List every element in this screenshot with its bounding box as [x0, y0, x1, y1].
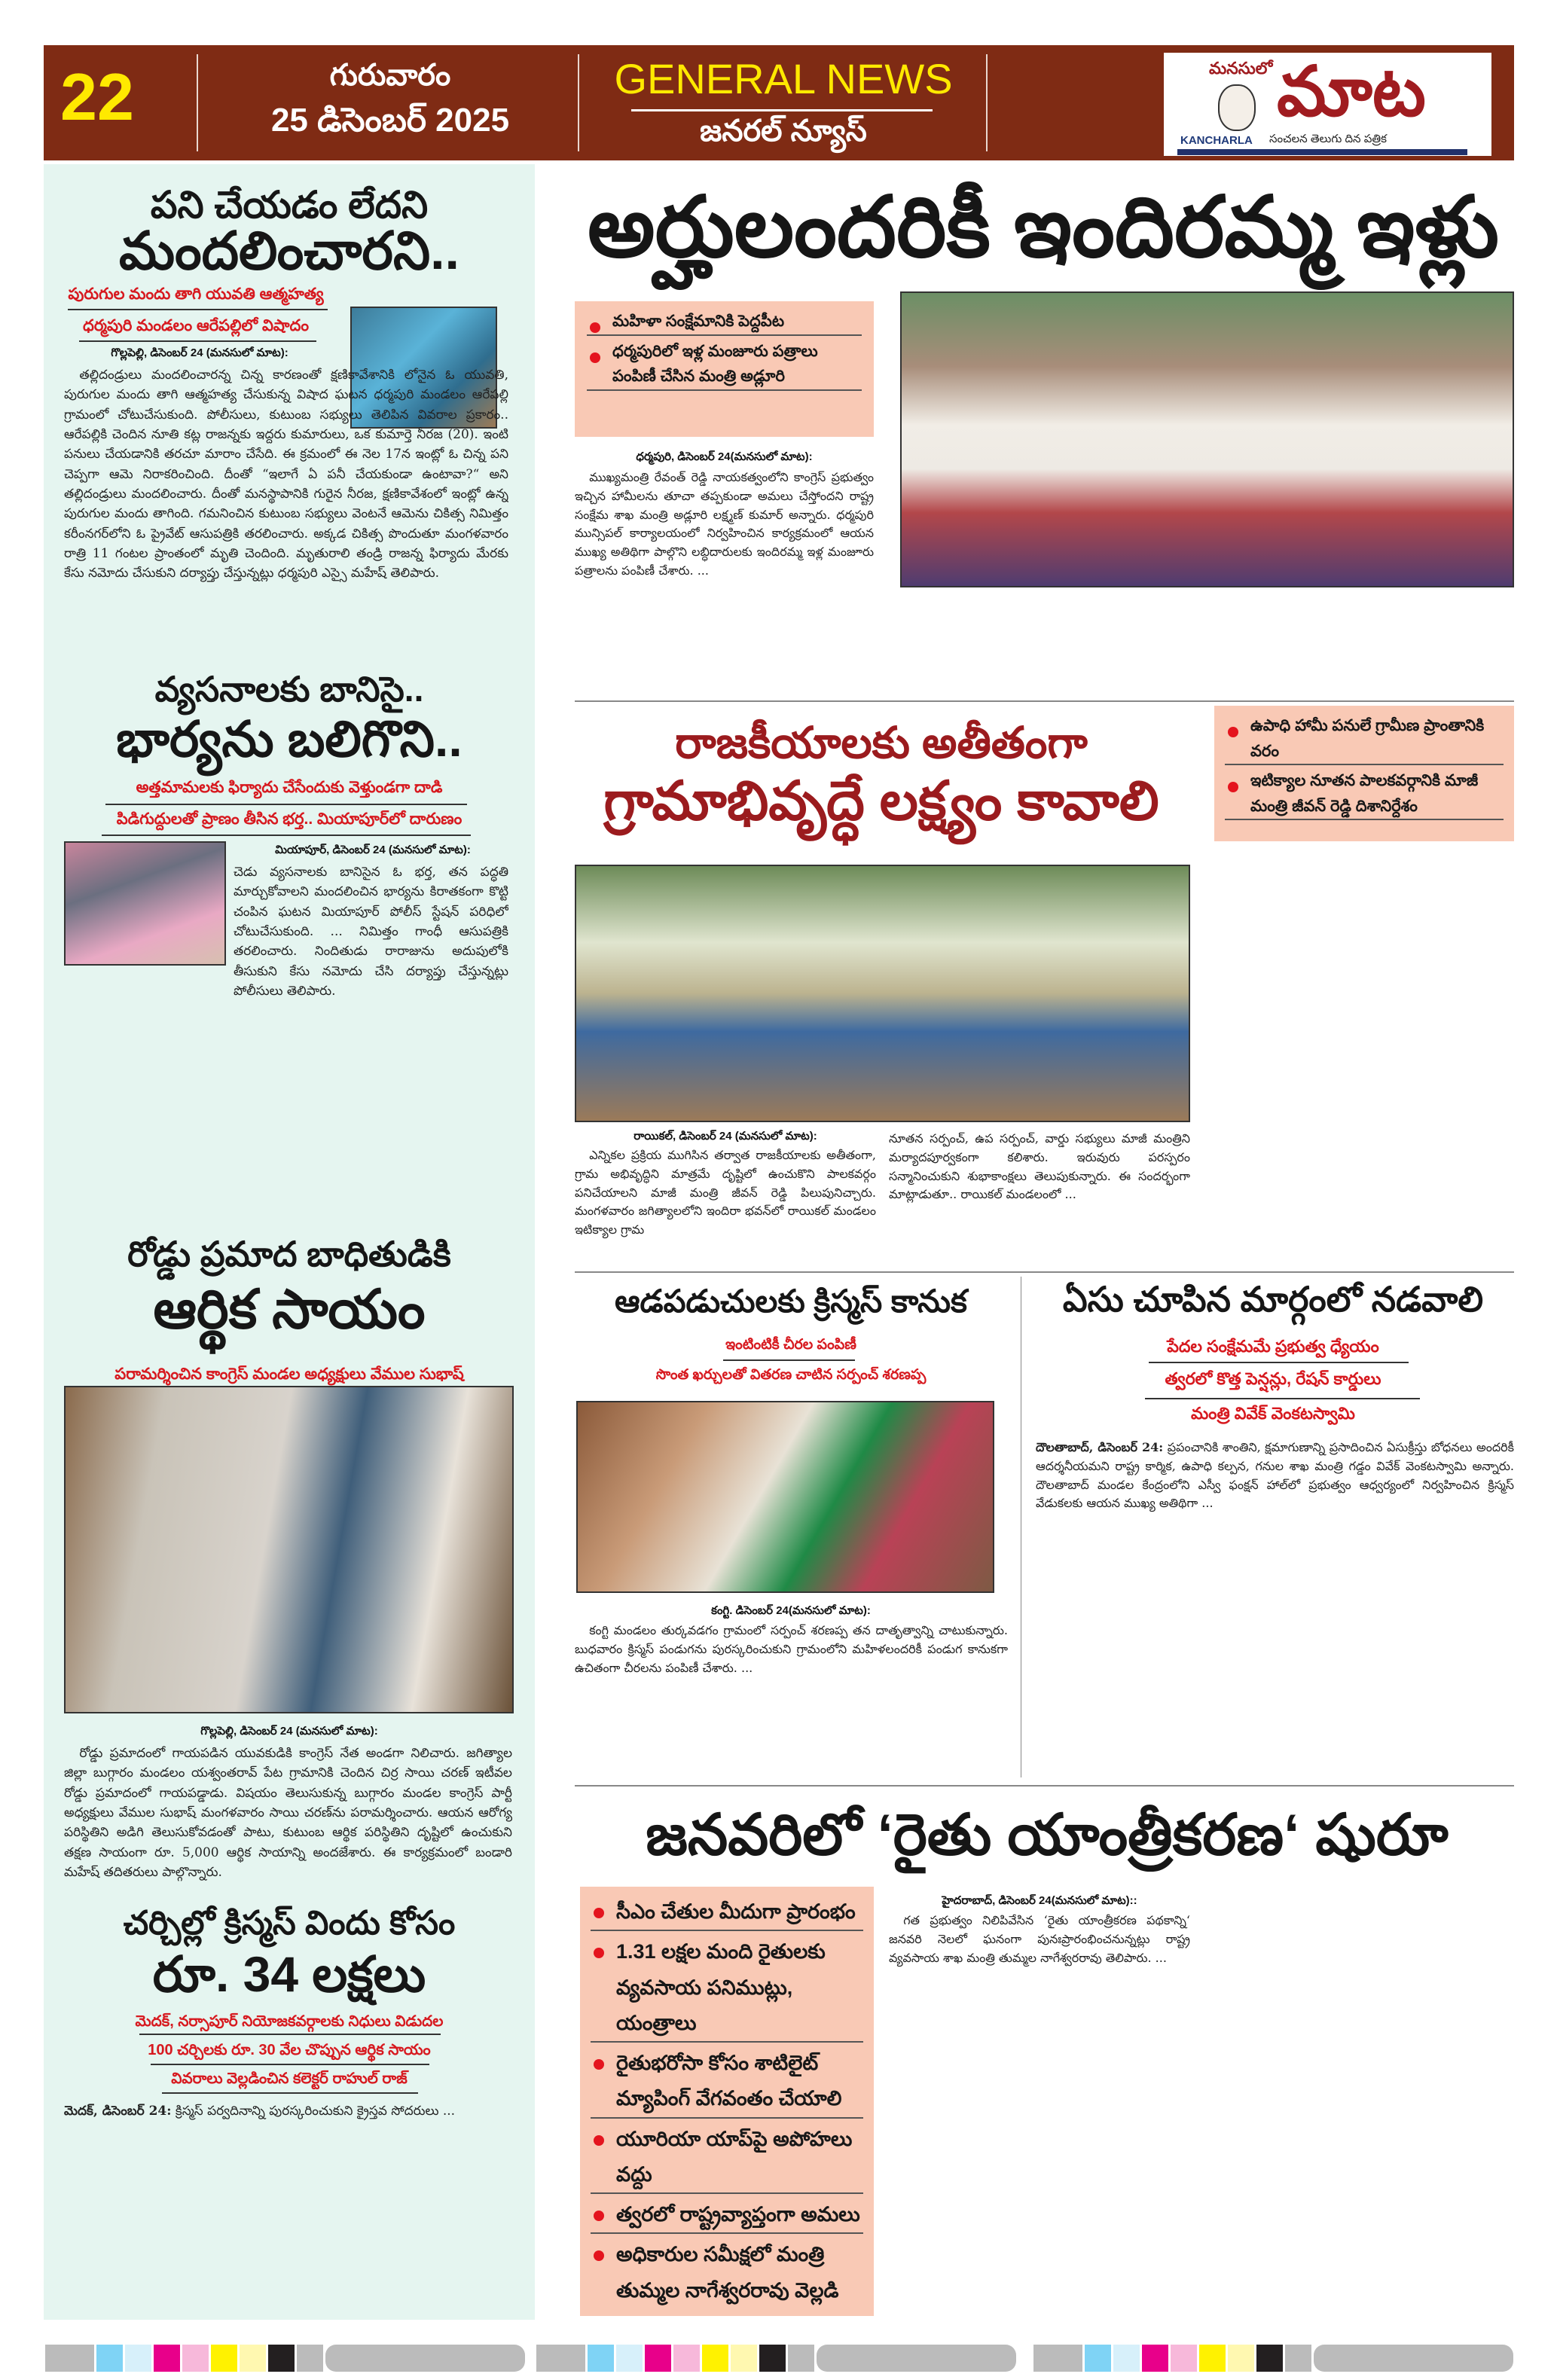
highlight-item: ధర్మపురిలో ఇళ్ల మంజూరు పత్రాలు పంపిణీ చేసిన మంత్రి అడ్లూరి	[587, 339, 862, 391]
highlight-item: రైతుభరోసా కోసం శాటిలైట్ మ్యాపింగ్ వేగవంతం చేయాలి	[591, 2046, 863, 2119]
dateline: దౌలతాబాద్, డిసెంబర్ 24:	[1036, 1440, 1164, 1454]
article-body	[64, 365, 508, 663]
dateline: గొల్లపెల్లి, డిసెంబర్ 24 (మనసులో మాట):	[111, 346, 289, 359]
story-subheadline: ధర్మపురి మండలం ఆరేపల్లిలో విషాదం	[83, 317, 309, 334]
dateline: హైదరాబాద్, డిసెంబర్ 24(మనసులో మాట)::	[942, 1894, 1137, 1907]
newspaper-logo	[1164, 53, 1491, 156]
paragraph: కంగ్టి మండలం తుర్కవడగం గ్రామంలో సర్పంచ్ శరణప్ప తన దాతృత్వాన్ని చాటుకున్నారు. బుధవారం క్రిస్మస్ పండుగను పురస్కరించుకుని గ్రామంలోని మహిళలందరికీ పండుగ కానుకగా ఉచితంగా చీరలను పంపిణీ చేశారు. ...	[575, 1623, 1008, 1675]
story-headline: మందలించారని..	[119, 221, 459, 280]
weekday: గురువారం	[329, 59, 451, 92]
article-body	[575, 1146, 876, 1259]
story-subheadline: వివరాలు వెల్లడించిన కలెక్టర్ రాహుల్ రాజ్	[171, 2070, 408, 2087]
portrait-icon	[1218, 84, 1256, 131]
highlight-item: ఇటిక్యాల నూతన పాలకవర్గానికి మాజీ మంత్రి జీవన్ రెడ్డి దిశానిర్దేశం	[1225, 768, 1504, 820]
paragraph: ముఖ్యమంత్రి రేవంత్ రెడ్డి నాయకత్వంలోని కాంగ్రెస్ ప్రభుత్వం ఇచ్చిన హామీలను తూచా తప్పకుండా అమలు చేస్తోందని రాష్ట్ర సంక్షేమ శాఖ మంత్రి అడ్లూరి లక్ష్మణ్ కుమార్ అన్నారు. ధర్మపురి మున్సిపల్ కార్యాలయంలో నిర్వహించిన కార్యక్రమంలో ఆయన ముఖ్య అతిథిగా పాల్గొని లబ్ధిదారులకు ఇందిరమ్మ ఇళ్ల మంజూరు పత్రాలను పంపిణీ చేశారు. ...	[575, 470, 874, 578]
story-headline: భార్యను బలిగొని..	[116, 711, 463, 767]
article-body	[575, 1622, 1008, 1765]
logo-tagline: సంచలన తెలుగు దిన పత్రిక	[1269, 133, 1387, 145]
article-body	[1036, 1439, 1514, 1766]
paragraph: నూతన సర్పంచ్, ఉప సర్పంచ్, వార్డు సభ్యులు మాజీ మంత్రిని మర్యాదపూర్వకంగా కలిశారు. ఇరువురు పరస్పరం సన్మానించుకుని శుభాకాంక్షలు తెలుపుకున్నారు. ఈ సందర్భంగా మాట్లాడుతూ.. రాయికల్ మండలంలో ...	[889, 1131, 1190, 1202]
article-body	[64, 862, 508, 1224]
story-subheadline: మంత్రి వివేక్ వెంకటస్వామి	[1191, 1404, 1355, 1423]
story-headline: ఆర్థిక సాయం	[153, 1280, 426, 1340]
paragraph: ప్రపంచానికి శాంతిని, క్షమాగుణాన్ని ప్రసాదించిన ఏసుక్రీస్తు బోధనలు అందరికీ ఆదర్శనీయమని రాష్ట్ర కార్మిక, ఉపాధి కల్పన, గనుల శాఖ మంత్రి గడ్డం వివేక్ వెంకటస్వామి అన్నారు. దౌలతాబాద్ మండల కేంద్రంలోని ఎస్వీ ఫంక్షన్ హాల్‌లో ప్రభుత్వం ఆధ్వర్యంలో నిర్వహించిన క్రిస్మస్ వేడుకలకు ఆయన ముఖ్య అతిథిగా ...	[1036, 1440, 1514, 1511]
paragraph: తల్లిదండ్రులు మందలించారన్న చిన్న కారణంతో క్షణికావేశానికి లోనైన ఓ యువతి, పురుగుల మందు తాగి ఆత్మహత్య చేసుకున్న విషాద ఘటన ధర్మపురి మండలం ఆరేపల్లి గ్రామంలో చోటుచేసుకుంది. పోలీసులు, కుటుంబ సభ్యులు తెలిపిన వివరాల ప్రకారం.. ఆరేపల్లికి చెందిన నూతి కట్ల రాజన్నకు ఇద్దరు కుమారులు, ఒక కుమార్తె నీరజ (20). ఇంటి పనులు చేయడానికి తరచూ మారాం చేసేది. ఈ క్రమంలో ఈ నెల 17న ఇంట్లో ఓ చిన్న పని చెప్పగా ఆమె నిరాకరించింది. దీంతో “ఇలాగే ఏ పనీ చేయకుండా ఉంటావా?“ అని తల్లిదండ్రులు మందలించారు. దీంతో మనస్థాపానికి గురైన నీరజ, క్షణికావేశంలో ఇంట్లో ఉన్న పురుగుల మందు తాగింది. గమనించిన కుటుంబ సభ్యులు వెంటనే ఆమెను చికిత్స నిమిత్తం కరీంనగర్‌లోని ఓ ప్రైవేట్ ఆసుపత్రికి తరలించారు. అక్కడ చికిత్స పొందుతూ మంగళవారం రాత్రి 11 గంటల ప్రాంతంలో మృతి చెందింది. మృతురాలి తండ్రి రాజన్న ఫిర్యాదు మేరకు కేసు నమోదు చేసుకుని దర్యాప్తు చేస్తున్నట్లు ధర్మపురి ఎస్సై మహేష్ తెలిపారు.	[64, 368, 508, 581]
divider	[575, 700, 1514, 702]
story-headline: గ్రామాభివృద్ధే లక్ష్యం కావాలి	[603, 771, 1159, 831]
divider	[105, 804, 467, 805]
paragraph: రోడ్డు ప్రమాదంలో గాయపడిన యువకుడికి కాంగ్రెస్ నేత అండగా నిలిచారు. జగిత్యాల జిల్లా బుగ్గారం మండలం యశ్వంతరావ్ పేట గ్రామానికి చెందిన చిర్ర సాయి చరణ్ ఇటీవల రోడ్డు ప్రమాదంలో గాయపడ్డాడు. విషయం తెలుసుకున్న బుగ్గారం మండల కాంగ్రెస్ పార్టీ అధ్యక్షులు వేముల సుభాష్ మంగళవారం సాయి చరణ్‌ను పరామర్శించారు. ఆయన ఆరోగ్య పరిస్థితిని అడిగి తెలుసుకోవడంతో పాటు, కుటుంబ ఆర్థిక పరిస్థితిని దృష్టిలో ఉంచుకుని తక్షణ సాయంగా రూ. 5,000 ఆర్థిక సాయాన్ని అందజేశారు. ఈ కార్యక్రమంలో బండారి మహేష్ తదితరులు పాల్గొన్నారు.	[64, 1746, 512, 1881]
lead-headline: అర్హులందరికీ ఇందిరమ్మ ఇళ్లు	[587, 180, 1500, 274]
story-subheadline: సొంత ఖర్చులతో వితరణ చాటిన సర్పంచ్ శరణప్ప	[655, 1367, 927, 1383]
highlight-item: మహిళా సంక్షేమానికి పెద్దపీట	[587, 309, 862, 336]
paragraph: ఎన్నికల ప్రక్రియ ముగిసిన తర్వాత రాజకీయాలకు అతీతంగా, గ్రామ అభివృద్ధిని మాత్రమే దృష్టిలో ఉంచుకొని పాలకవర్గం పనిచేయాలని మాజీ మంత్రి జీవన్ రెడ్డి పిలుపునిచ్చారు. మంగళవారం జగిత్యాలలోని ఇందిరా భవన్‌లో రాయికల్ మండలం ఇటిక్యాల గ్రామ	[575, 1148, 876, 1237]
story-kicker: వ్యసనాలకు బానిసై..	[154, 670, 424, 709]
story-subheadline: పురుగుల మందు తాగి యువతి ఆత్మహత్య	[68, 285, 324, 303]
logo-bar	[1177, 149, 1467, 155]
news-photo	[64, 1386, 514, 1713]
story-kicker: చర్చిల్లో క్రిస్మస్ విందు కోసం	[123, 1905, 456, 1942]
paragraph: గత ప్రభుత్వం నిలిపివేసిన ‘రైతు యాంత్రీకరణ పథకాన్ని‘ జనవరి నెలలో ఘనంగా పునఃప్రారంభించనున్నట్లు రాష్ట్ర వ్యవసాయ శాఖ మంత్రి తుమ్మల నాగేశ్వరరావు తెలిపారు. ...	[889, 1913, 1190, 1965]
highlights-box	[580, 1887, 874, 2316]
news-photo	[576, 1401, 994, 1593]
story-subheadline: పేదల సంక్షేమమే ప్రభుత్వ ధ్యేయం	[1167, 1337, 1379, 1356]
article-body	[889, 1912, 1190, 2318]
divider	[197, 54, 198, 151]
highlights-box	[1214, 706, 1514, 841]
story-headline: ఏసు చూపిన మార్గంలో నడవాలి	[1062, 1280, 1484, 1319]
highlight-item: అధికారుల సమీక్షలో మంత్రి తుమ్మల నాగేశ్వరరావు వెల్లడి	[591, 2237, 863, 2308]
divider	[79, 340, 316, 342]
story-headline: రాజకీయాలకు అతీతంగా	[675, 719, 1088, 767]
highlight-item: 1.31 లక్షల మంది రైతులకు వ్యవసాయ పనిముట్లు, యంత్రాలు	[591, 1934, 863, 2043]
color-registration-bar	[45, 2345, 525, 2372]
article-body	[64, 2101, 512, 2320]
story-headline: రూ. 34 లక్షలు	[152, 1946, 426, 2002]
logo-brand: KANCHARLA	[1180, 134, 1253, 147]
divider	[575, 1271, 1514, 1273]
divider	[723, 1359, 855, 1361]
highlights-box	[575, 301, 874, 437]
story-subheadline: త్వరలో కొత్త పెన్షన్లు, రేషన్ కార్డులు	[1165, 1369, 1381, 1388]
page-number: 22	[60, 60, 134, 134]
divider	[1145, 1398, 1420, 1399]
divider	[986, 54, 988, 151]
color-registration-bar	[1033, 2345, 1513, 2372]
issue-date: 25 డిసెంబర్ 2025	[270, 102, 510, 139]
divider	[631, 109, 933, 111]
divider	[139, 2034, 441, 2035]
divider	[102, 835, 471, 836]
divider	[578, 54, 579, 151]
story-subheadline: ఇంటింటికీ చీరల పంపిణీ	[725, 1337, 856, 1353]
dateline: మెదక్, డిసెంబర్ 24:	[64, 2104, 172, 2119]
section-title-en: GENERAL NEWS	[614, 55, 953, 102]
story-subheadline: అత్తమామలకు ఫిర్యాదు చేసేందుకు వెళ్తుండగా దాడి	[136, 779, 443, 796]
section-title-te: జనరల్ న్యూస్	[700, 114, 867, 148]
story-subheadline: 100 చర్చిలకు రూ. 30 వేల చొప్పున ఆర్థిక సాయం	[148, 2042, 431, 2058]
dateline: గొల్లపెల్లి, డిసెంబర్ 24 (మనసులో మాట):	[200, 1725, 378, 1738]
dateline: కంగ్టి. డిసెంబర్ 24(మనసులో మాట):	[711, 1604, 871, 1617]
story-subheadline: మెదక్, నర్సాపూర్ నియోజకవర్గాలకు నిధులు విడుదల	[135, 2013, 444, 2030]
divider	[68, 309, 328, 310]
highlight-item: సీఎం చేతుల మీదుగా ప్రారంభం	[591, 1894, 863, 1931]
dateline: రాయికల్, డిసెంబర్ 24 (మనసులో మాట):	[633, 1130, 817, 1143]
logo-title: మాట	[1277, 53, 1426, 130]
paragraph: చెడు వ్యసనాలకు బానిసైన ఓ భర్త, తన పద్ధతి మార్చుకోవాలని మందలించిన భార్యను కిరాతకంగా కొట్టి చంపిన ఘటన మియాపూర్ పోలీస్ స్టేషన్ పరిధిలో చోటుచేసుకుంది. ... నిమిత్తం గాంధీ ఆసుపత్రికి తరలించారు. నిందితుడు రారాజును అదుపులోకి తీసుకుని కేసు నమోదు చేసి దర్యాప్తు చేస్తున్నట్లు పోలీసులు తెలిపారు.	[234, 865, 508, 999]
dateline: మియాపూర్, డిసెంబర్ 24 (మనసులో మాట):	[275, 844, 471, 856]
highlight-item: యూరియా యాప్‌పై అపోహలు వద్దు	[591, 2122, 863, 2195]
news-photo	[575, 865, 1190, 1122]
color-registration-bar	[536, 2345, 1016, 2372]
story-subheadline: పిడిగుద్దులతో ప్రాణం తీసిన భర్త.. మియాపూర్‌లో దారుణం	[116, 810, 463, 828]
divider	[575, 1785, 1514, 1787]
divider	[1149, 1362, 1409, 1363]
story-headline: ఆడపడుచులకు క్రిస్మస్ కానుక	[615, 1283, 967, 1319]
story-headline: జనవరిలో ‘రైతు యాంత్రీకరణ‘ షురూ	[646, 1803, 1449, 1867]
story-subheadline: పరామర్శించిన కాంగ్రెస్ మండల అధ్యక్షులు వేముల సుభాష్	[114, 1365, 464, 1383]
story-kicker: పని చేయడం లేదని	[150, 184, 429, 226]
paragraph: క్రిస్మస్ పర్వదినాన్ని పురస్కరించుకుని క్రైస్తవ సోదరులు ...	[175, 2104, 456, 2119]
logo-small-text: మనసులో	[1209, 59, 1273, 78]
highlight-item: త్వరలో రాష్ట్రవ్యాప్తంగా అమలు	[591, 2197, 863, 2234]
story-kicker: రోడ్డు ప్రమాద బాధితుడికి	[127, 1234, 451, 1274]
highlight-item: ఉపాధి హామీ పనులే గ్రామీణ ప్రాంతానికి వరం	[1225, 713, 1504, 765]
news-photo	[900, 291, 1514, 587]
article-body	[575, 468, 874, 698]
dateline: ధర్మపురి, డిసెంబర్ 24(మనసులో మాట):	[636, 450, 813, 463]
divider	[162, 2092, 418, 2094]
article-body	[64, 1744, 512, 1887]
masthead-bar	[44, 45, 1514, 160]
article-body	[889, 1130, 1190, 1259]
divider	[151, 2064, 429, 2065]
